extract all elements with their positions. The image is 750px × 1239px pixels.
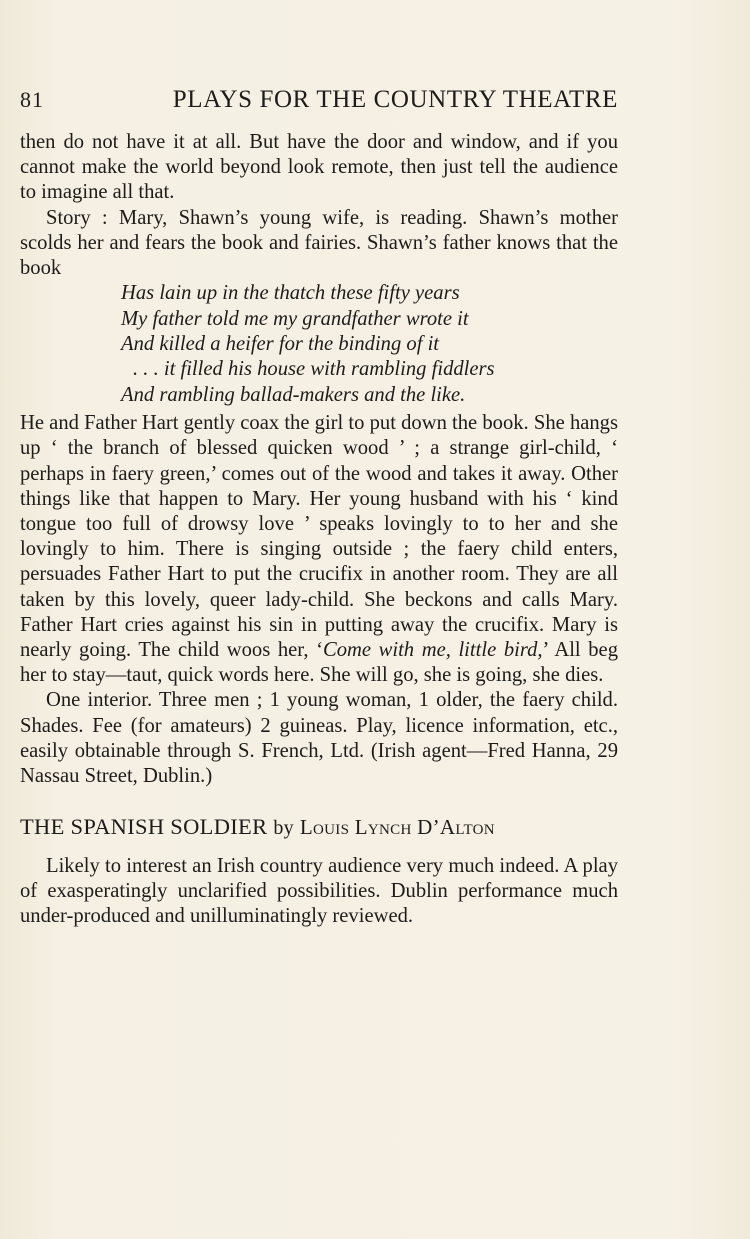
paragraph-continuation: then do not have it at all. But have the door and window, and if you cannot make the world beyond look remote, then just tell the audience to imagine all that. [20,131,618,204]
verse-line: My father told me my grandfather wrote it [121,307,469,330]
page-header [20,86,618,114]
plot-quote: Come with me, little bird, [322,639,543,662]
plot-text: He and Father Hart gently coax the girl to put down the book. She hangs up ‘ the branch of blessed quicken wood ’ ; a strange girl-child, ‘ perhaps in faery green,’ comes out of the wood and takes it away. Other things like that happen to Mary. Her young husband with his ‘ kind tongue too full of drowsy love ’ speaks lovingly to to her and she lovingly to him. There is singing outside ; the faery child enters, persuades Father Hart to put the crucifix in another room. They are all taken by this lovely, queer lady-child. She beckons and calls Mary. Father Hart cries against his sin in putting away the crucifix. Mary is nearly going. The child woos her, ‘ [20,412,618,662]
verse-quotation [121,281,618,408]
plot-text-end: ’ All beg her to stay—taut, quick words here. She will go, she is going, she dies. [20,639,618,687]
paragraph-production-notes: One interior. Three men ; 1 young woman, 1 older, the faery child. Shades. Fee (for amateurs) 2 guineas. Play, licence information, etc., easily obtainable through S. French, Ltd. (Irish agent—Fred Hanna, 29 Nassau Street, Dublin.) [20,689,618,788]
paragraph-plot [20,411,618,688]
play-title: THE SPANISH SOLDIER [20,814,268,840]
verse-line: . . . it filled his house with rambling fiddlers [133,358,495,381]
verse-line: And rambling ballad-makers and the like. [121,383,466,406]
paragraph-review: Likely to interest an Irish country audience very much indeed. A play of exasperatingly unclarified possibilities. Dublin performance much under-produced and unilluminatingly reviewed. [20,854,618,927]
running-title: PLAYS FOR THE COUNTRY THEATRE [172,86,618,113]
section-heading [20,814,618,841]
byline-word: by [273,817,294,840]
paragraph-story: Story : Mary, Shawn’s young wife, is reading. Shawn’s mother scolds her and fears the book and fairies. Shawn’s father knows that the book [20,206,618,280]
page-number: 81 [20,87,44,112]
author-name: Louis Lynch D’Alton [299,815,495,840]
verse-line: And killed a heifer for the binding of it [121,333,440,356]
page-body [20,130,618,929]
verse-line: Has lain up in the thatch these fifty years [121,282,460,305]
